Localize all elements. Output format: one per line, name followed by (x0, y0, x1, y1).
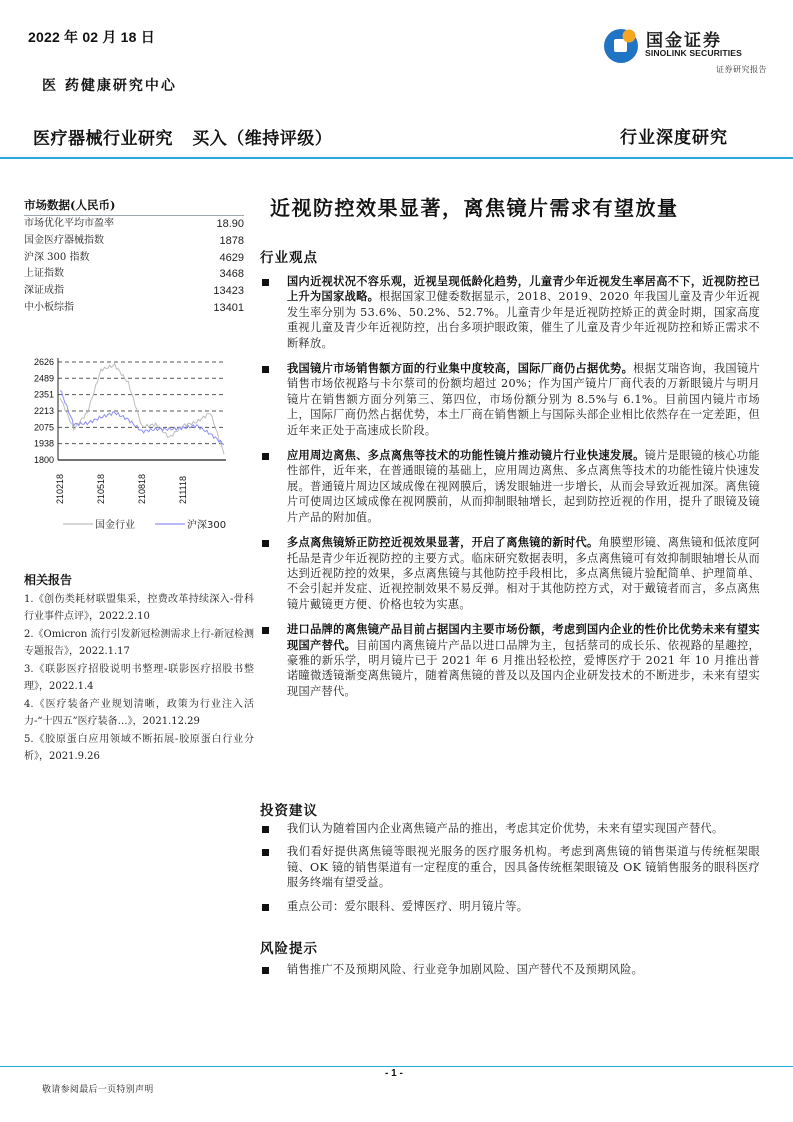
footer-divider (0, 1066, 793, 1067)
risk-list (260, 962, 760, 977)
investment-list (260, 821, 760, 914)
line-chart (18, 350, 238, 540)
market-row (24, 233, 244, 250)
bullet-body: 目前国内离焦镜片产品以进口品牌为主，包括蔡司的成长乐、依视路的星趣控，豪雅的新乐学，明月镜片已于 2021 年 6 月推出轻松控，爱博医疗于 2021 年 10 月推出普诺瞳微透镜渐变离焦镜片，随着离焦镜的普及以及国内企业研发技术的不断进步，未来有望实现国产替代。 (287, 638, 760, 698)
report-title: 近视防控效果显著，离焦镜片需求有望放量 (270, 196, 679, 220)
svg-text:2351: 2351 (33, 389, 54, 400)
bullet-lead: 国内近视状况不容乐观，近视呈现低龄化趋势，儿童青少年近视发生率居高不下，近视防控已上升为国家战略。 (287, 274, 760, 304)
svg-text:2489: 2489 (33, 373, 54, 384)
svg-text:沪深300: 沪深300 (187, 520, 227, 531)
header-divider (0, 157, 793, 159)
research-center-name: 医 药健康研究中心 (42, 78, 177, 94)
logo-name-en: SINOLINK SECURITIES (645, 48, 742, 58)
report-date: 2022 年 02 月 18 日 (28, 29, 155, 45)
bullet-lead: 应用周边离焦、多点离焦等技术的功能性镜片推动镜片行业快速发展。 (287, 448, 645, 463)
industry-view-bullet (260, 361, 760, 438)
market-data-panel (24, 197, 244, 317)
market-row-label: 市场优化平均市盈率 (24, 218, 114, 229)
related-report-link[interactable]: 4.《医疗装备产业规划清晰，政策为行业注入活力-“十四五”医疗装备…》，2021.12.29 (24, 699, 254, 727)
industry-view-bullet (260, 535, 760, 612)
svg-text:国金行业: 国金行业 (95, 520, 135, 531)
logo-name-cn: 国金证券 (646, 31, 722, 51)
index-comparison-chart (18, 350, 238, 540)
market-row-value: 4629 (219, 251, 244, 264)
svg-text:1800: 1800 (33, 455, 54, 465)
market-row-label: 中小板综指 (24, 301, 74, 313)
bullet-body: 镜片是眼镜的核心功能性部件，近年来，在普通眼镜的基础上，应用周边离焦、多点离焦等技术的功能性镜片快速发展。普通镜片周边区域成像在视网膜后，诱发眼轴进一步增长，从而会导致近视加深。离焦镜片可使周边区域成像在视网膜前，从而抑制眼轴增长，起到防控近视的作用，提升了眼镜及镜片产品的附加值。 (287, 449, 760, 524)
market-row-value: 1878 (219, 234, 244, 247)
svg-text:211118: 211118 (178, 475, 188, 504)
svg-text:210218: 210218 (55, 473, 65, 504)
section-heading-investment: 投资建议 (260, 803, 318, 819)
svg-text:2213: 2213 (33, 406, 54, 416)
investment-bullet: 重点公司：爱尔眼科、爱博医疗、明月镜片等。 (260, 899, 760, 914)
related-reports-title: 相关报告 (24, 573, 73, 587)
disclaimer-note: 敬请参阅最后一页特别声明 (42, 1085, 154, 1095)
svg-text:1938: 1938 (33, 438, 54, 449)
market-row-label: 深证成指 (24, 285, 64, 297)
company-logo (602, 24, 772, 74)
market-row-value: 18.90 (216, 218, 244, 230)
market-row (24, 250, 244, 267)
industry-view-bullet (260, 274, 760, 351)
market-row (24, 300, 244, 317)
industry-rating-title: 医疗器械行业研究 买入（维持评级） (33, 129, 333, 149)
page-number: - 1 - (385, 1068, 403, 1079)
section-heading-risk: 风险提示 (260, 941, 318, 957)
industry-view-bullet (260, 622, 760, 699)
market-row (24, 266, 244, 283)
industry-view-list (260, 274, 760, 699)
related-reports-panel (24, 571, 254, 767)
bullet-lead: 进口品牌的离焦镜产品目前占据国内主要市场份额，考虑到国内企业的性价比优势未来有望实现国产替代。 (287, 622, 760, 652)
related-report-link[interactable]: 5.《胶原蛋白应用领域不断拓展-胶原蛋白行业分析》，2021.9.26 (24, 734, 254, 762)
bullet-body: 根据国家卫健委数据显示，2018、2019、2020 年我国儿童及青少年近视发生率分别为 53.6%、50.2%、52.7%。儿童青少年是近视防控矫正的黄金时期，国家高度重视儿童及青少年近视防控，出台多项护眼政策，催生了儿童及青少年近视防控和矫正需求不断释放。 (287, 290, 760, 350)
market-row-label: 国金医疗器械指数 (24, 234, 104, 246)
bullet-lead: 多点离焦镜矫正防控近视效果显著，开启了离焦镜的新时代。 (287, 535, 599, 550)
market-row-label: 沪深 300 指数 (24, 251, 90, 263)
report-type-label: 行业深度研究 (620, 128, 728, 148)
market-row (24, 283, 244, 300)
market-row-label: 上证指数 (24, 268, 64, 280)
market-row (24, 216, 244, 233)
risk-bullet: 销售推广不及预期风险、行业竞争加剧风险、国产替代不及预期风险。 (260, 962, 760, 977)
industry-view-bullet (260, 448, 760, 525)
svg-text:2626: 2626 (33, 357, 54, 367)
investment-bullet: 我们看好提供离焦镜等眼视光服务的医疗服务机构。考虑到离焦镜的销售渠道与传统框架眼镜、OK 镜的销售渠道有一定程度的重合，因具备传统框架眼镜及 OK 镜销售服务的眼科医疗服务终端有望受益。 (260, 844, 760, 890)
sinolink-logo-icon (602, 26, 640, 64)
market-row-value: 13423 (213, 285, 244, 298)
related-report-link[interactable]: 2.《Omicron 流行引发新冠检测需求上行-新冠检测专题报告》，2022.1.17 (24, 629, 254, 657)
bullet-lead: 我国镜片市场销售额方面的行业集中度较高，国际厂商仍占据优势。 (287, 361, 634, 376)
svg-text:2075: 2075 (33, 422, 54, 433)
related-report-link[interactable]: 1.《创伤类耗材联盟集采，控费改革持续深入-骨科行业事件点评》，2022.2.10 (24, 594, 254, 622)
related-report-link[interactable]: 3.《联影医疗招股说明书整理-联影医疗招股书整理》，2022.1.4 (24, 664, 254, 692)
investment-bullet: 我们认为随着国内企业离焦镜产品的推出，考虑其定价优势，未来有望实现国产替代。 (260, 821, 760, 836)
bullet-body: 根据艾瑞咨询，我国镜片销售市场依视路与卡尔蔡司的份额均超过 20%；作为国产镜片厂商代表的万新眼镜片与明月镜片在销售额方面分列第三、第四位，市场份额分别为 8.5%与 6.1%。目前国内镜片市场上，国际厂商仍然占据优势，本土厂商在销售额上与国际头部企业相比依然存在一定差距，但近年来正处于高速成长阶段。 (287, 362, 760, 437)
logo-subtitle: 证券研究报告 (716, 65, 767, 74)
svg-text:210818: 210818 (137, 473, 147, 504)
market-row-value: 13401 (213, 301, 244, 314)
market-data-title: 市场数据(人民币) (24, 197, 244, 216)
bullet-body: 角膜塑形镜、离焦镜和低浓度阿托品是青少年近视防控的主要方式。临床研究数据表明，多点离焦镜可有效抑制眼轴增长从而达到近视防控的效果，多点离焦镜与其他防控手段相比，多点离焦镜片验配简单、护理简单、不会引起并发症、近视控制效果不易反弹。相对于其他防控方式，对于戴镜者而言，多点离焦镜片戴镜更方便、价格也较为实惠。 (287, 536, 760, 611)
svg-text:210518: 210518 (96, 473, 106, 504)
section-heading-industry-view: 行业观点 (260, 250, 318, 266)
market-row-value: 3468 (219, 268, 244, 281)
